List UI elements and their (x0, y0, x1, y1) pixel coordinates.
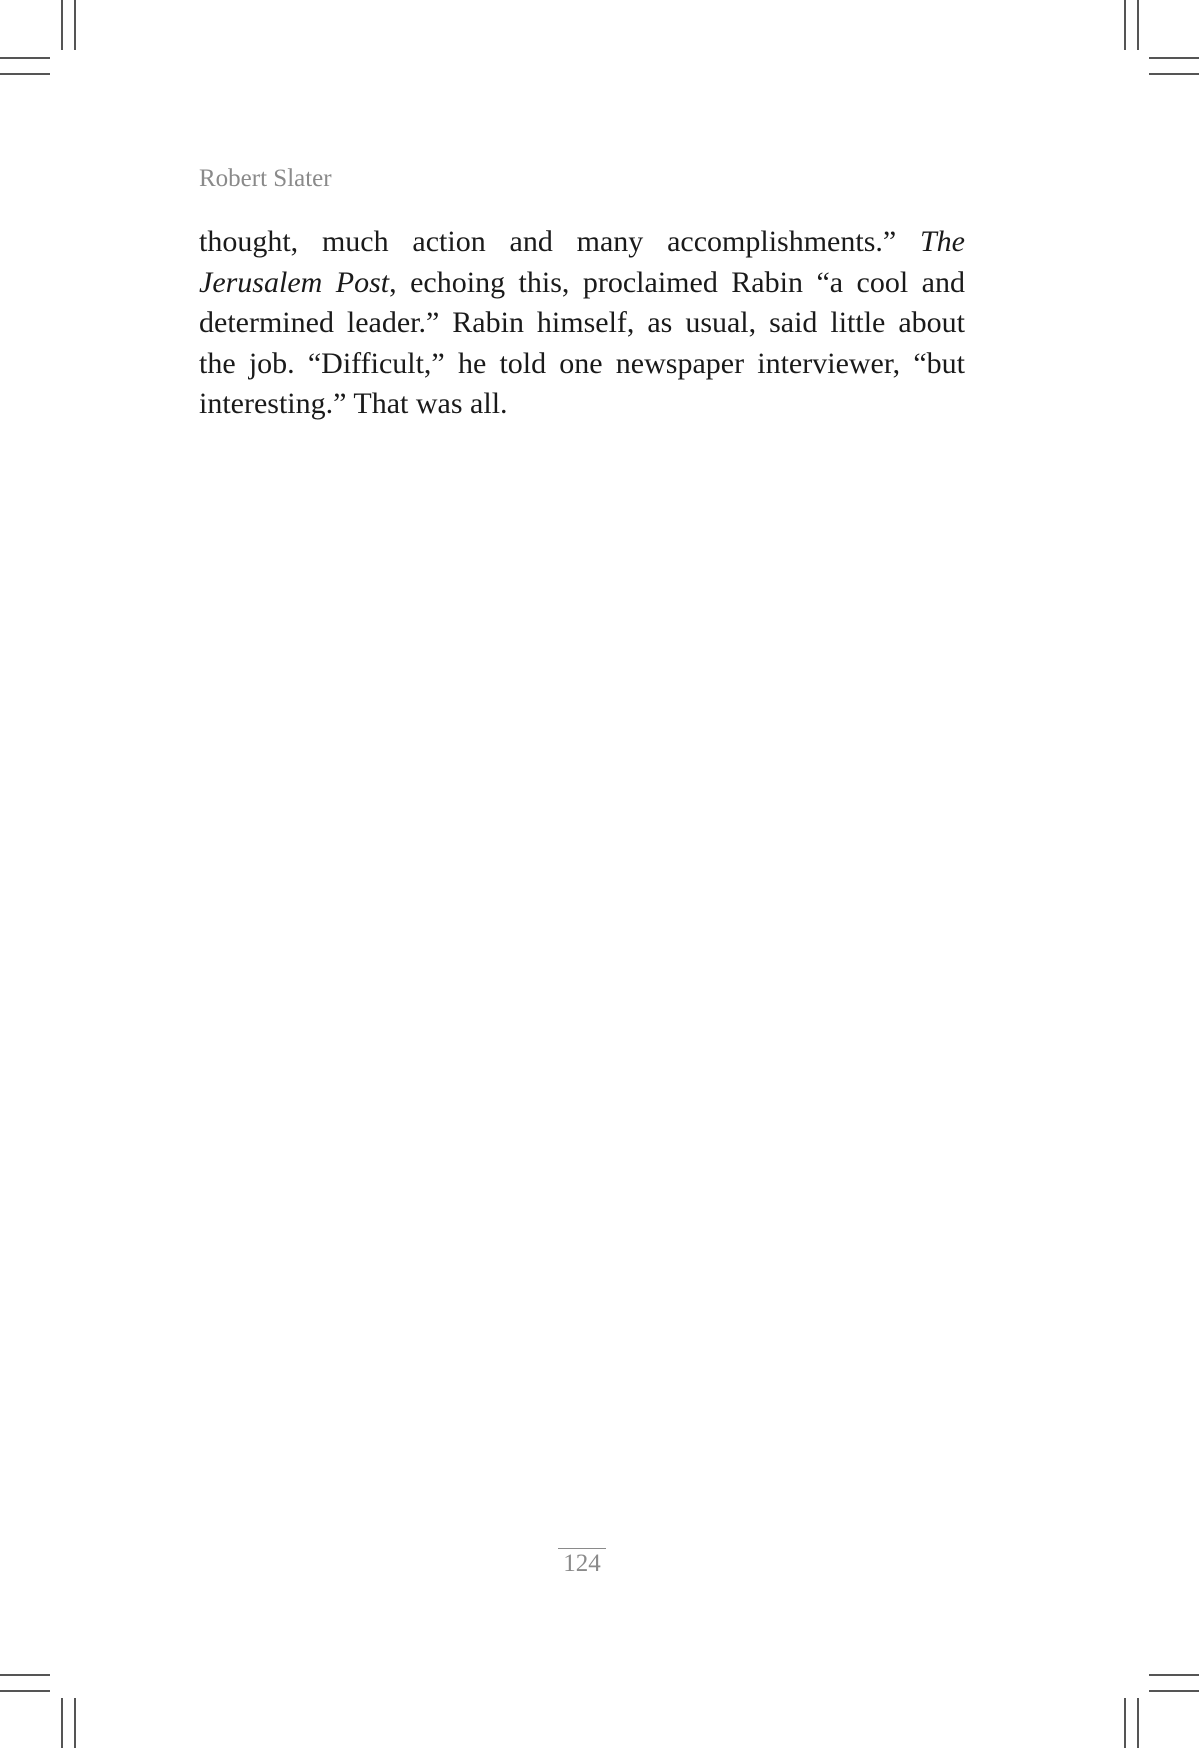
crop-mark (61, 0, 63, 50)
crop-mark (1137, 1698, 1139, 1748)
body-text-segment: , echoing this, proclaimed Rabin “a cool and determined leader.” Rabin himself, as usual, said little about the job. “Difficult,” he told one newspaper interviewer, “but interesting.” That was all. (199, 265, 965, 420)
crop-mark (61, 1698, 63, 1748)
crop-mark (1124, 1698, 1126, 1748)
crop-mark (0, 1690, 50, 1692)
crop-mark (1149, 73, 1199, 75)
crop-mark (0, 1674, 50, 1676)
running-head: Robert Slater (199, 165, 332, 192)
publication-title: The Jerusalem Post (199, 225, 965, 299)
body-paragraph (199, 222, 965, 425)
crop-mark (1124, 0, 1126, 50)
body-text-segment: thought, much action and many accomplishments.” (199, 225, 920, 258)
crop-mark (1149, 57, 1199, 59)
page-number-rule (558, 1548, 606, 1549)
crop-mark (74, 1698, 76, 1748)
crop-mark (1149, 1690, 1199, 1692)
crop-mark (1137, 0, 1139, 50)
crop-mark (0, 57, 50, 59)
crop-mark (74, 0, 76, 50)
crop-mark (0, 73, 50, 75)
crop-mark (1149, 1674, 1199, 1676)
page-number: 124 (563, 1550, 601, 1577)
